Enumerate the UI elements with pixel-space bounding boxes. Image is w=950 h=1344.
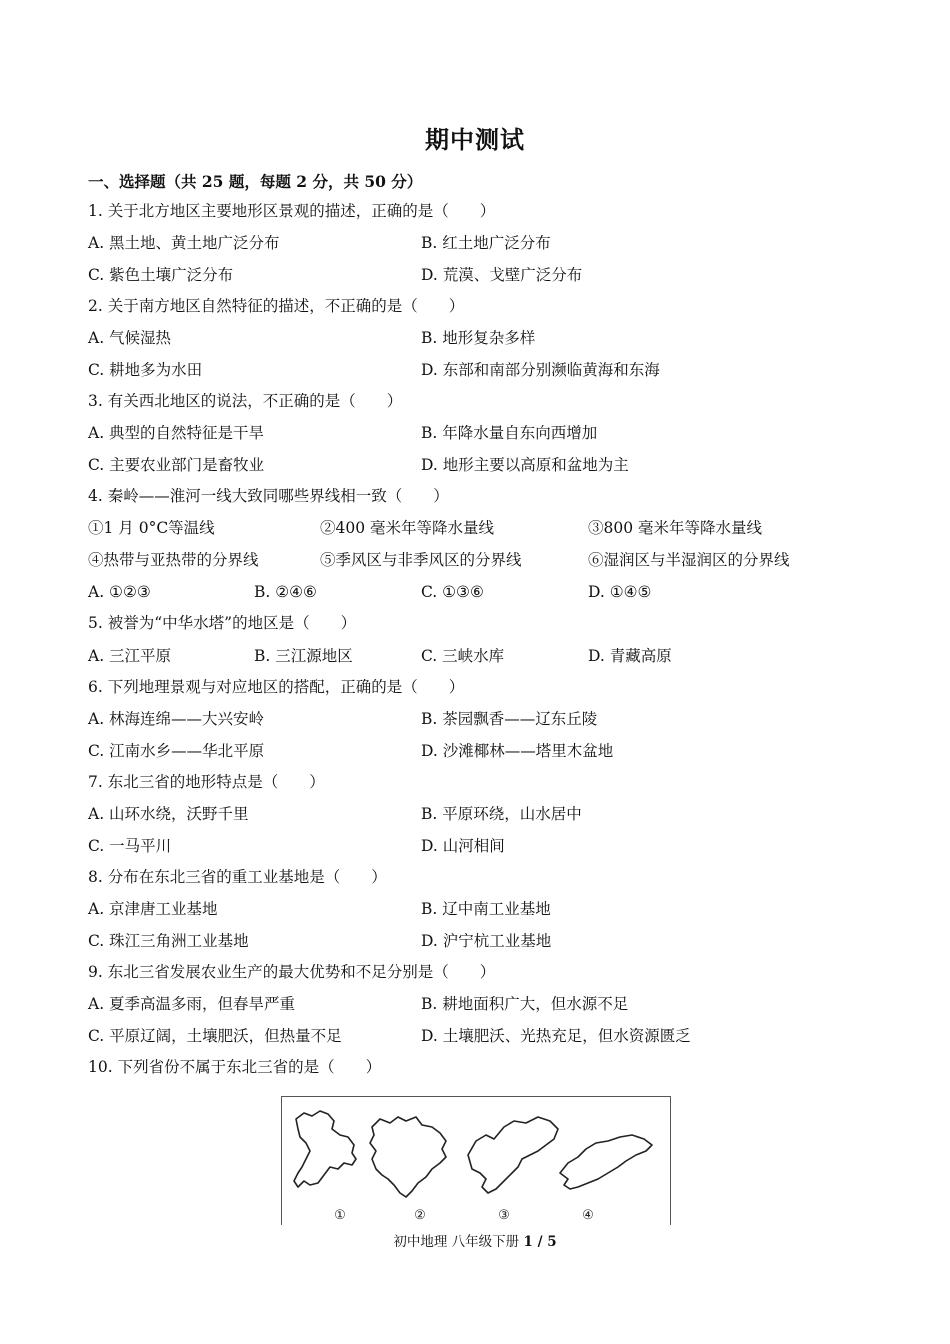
q6-option-b: B. 茶园飘香——辽东丘陵 bbox=[421, 710, 598, 728]
question-2-stem: 2. 关于南方地区自然特征的描述，不正确的是（ ） bbox=[88, 297, 465, 315]
q4-item-1: ①1 月 0°C等温线 bbox=[88, 519, 215, 537]
q4-item-6: ⑥湿润区与半湿润区的分界线 bbox=[588, 551, 790, 569]
question-4-stem: 4. 秦岭——淮河一线大致同哪些界线相一致（ ） bbox=[88, 487, 449, 505]
q6-option-d: D. 沙滩椰林——塔里木盆地 bbox=[421, 742, 614, 760]
q7-option-a: A. 山环水绕，沃野千里 bbox=[88, 805, 249, 823]
q7-option-d: D. 山河相间 bbox=[421, 837, 505, 855]
q4-option-b: B. ②④⑥ bbox=[254, 583, 317, 601]
q3-option-d: D. 地形主要以高原和盆地为主 bbox=[421, 456, 629, 474]
map-label-4: ④ bbox=[582, 1208, 594, 1223]
question-5-stem: 5. 被誉为“中华水塔”的地区是（ ） bbox=[88, 614, 357, 632]
q1-option-a: A. 黑土地、黄土地广泛分布 bbox=[88, 234, 280, 252]
q4-item-4: ④热带与亚热带的分界线 bbox=[88, 551, 259, 569]
q1-option-c: C. 紫色土壤广泛分布 bbox=[88, 266, 234, 284]
q3-option-a: A. 典型的自然特征是干旱 bbox=[88, 424, 265, 442]
footer-text: 初中地理 八年级下册 bbox=[393, 1234, 524, 1250]
province-outline-2 bbox=[370, 1117, 446, 1197]
q5-option-b: B. 三江源地区 bbox=[254, 647, 353, 665]
q8-option-d: D. 沪宁杭工业基地 bbox=[421, 932, 552, 950]
page-title: 期中测试 bbox=[425, 125, 525, 154]
question-9-stem: 9. 东北三省发展农业生产的最大优势和不足分别是（ ） bbox=[88, 963, 496, 981]
q6-option-c: C. 江南水乡——华北平原 bbox=[88, 742, 265, 760]
q5-option-a: A. 三江平原 bbox=[88, 647, 172, 665]
map-label-1: ① bbox=[334, 1208, 346, 1223]
section-heading: 一、选择题（共 25 题，每题 2 分，共 50 分） bbox=[88, 172, 423, 191]
question-1-stem: 1. 关于北方地区主要地形区景观的描述，正确的是（ ） bbox=[88, 202, 496, 220]
q2-option-b: B. 地形复杂多样 bbox=[421, 329, 536, 347]
q3-option-c: C. 主要农业部门是畜牧业 bbox=[88, 456, 265, 474]
q9-option-d: D. 土壤肥沃、光热充足，但水资源匮乏 bbox=[421, 1027, 691, 1045]
q7-option-b: B. 平原环绕，山水居中 bbox=[421, 805, 582, 823]
question-8-stem: 8. 分布在东北三省的重工业基地是（ ） bbox=[88, 868, 387, 886]
q1-option-d: D. 荒漠、戈壁广泛分布 bbox=[421, 266, 583, 284]
page-number: 1 / 5 bbox=[523, 1234, 557, 1250]
q8-option-c: C. 珠江三角洲工业基地 bbox=[88, 932, 249, 950]
question-6-stem: 6. 下列地理景观与对应地区的搭配，正确的是（ ） bbox=[88, 678, 465, 696]
q1-option-b: B. 红土地广泛分布 bbox=[421, 234, 551, 252]
q5-option-d: D. 青藏高原 bbox=[588, 647, 672, 665]
q2-option-d: D. 东部和南部分别濒临黄海和东海 bbox=[421, 361, 660, 379]
province-outlines bbox=[282, 1097, 670, 1225]
q6-option-a: A. 林海连绵——大兴安岭 bbox=[88, 710, 265, 728]
q8-option-a: A. 京津唐工业基地 bbox=[88, 900, 218, 918]
q4-option-a: A. ①②③ bbox=[88, 583, 151, 601]
q5-option-c: C. 三峡水库 bbox=[421, 647, 505, 665]
map-label-2: ② bbox=[414, 1208, 426, 1223]
q8-option-b: B. 辽中南工业基地 bbox=[421, 900, 551, 918]
q4-item-5: ⑤季风区与非季风区的分界线 bbox=[320, 551, 522, 569]
q4-item-3: ③800 毫米年等降水量线 bbox=[588, 519, 763, 537]
q4-item-2: ②400 毫米年等降水量线 bbox=[320, 519, 495, 537]
question-3-stem: 3. 有关西北地区的说法，不正确的是（ ） bbox=[88, 392, 403, 410]
q9-option-a: A. 夏季高温多雨，但春旱严重 bbox=[88, 995, 296, 1013]
q2-option-a: A. 气候湿热 bbox=[88, 329, 172, 347]
q2-option-c: C. 耕地多为水田 bbox=[88, 361, 203, 379]
question-7-stem: 7. 东北三省的地形特点是（ ） bbox=[88, 773, 325, 791]
map-label-3: ③ bbox=[498, 1208, 510, 1223]
province-outline-4 bbox=[560, 1135, 652, 1189]
q4-option-c: C. ①③⑥ bbox=[421, 583, 484, 601]
q9-option-c: C. 平原辽阔，土壤肥沃，但热量不足 bbox=[88, 1027, 342, 1045]
province-outline-3 bbox=[468, 1117, 558, 1193]
q9-option-b: B. 耕地面积广大，但水源不足 bbox=[421, 995, 629, 1013]
q3-option-b: B. 年降水量自东向西增加 bbox=[421, 424, 598, 442]
q7-option-c: C. 一马平川 bbox=[88, 837, 172, 855]
province-outline-1 bbox=[294, 1111, 356, 1187]
page-footer bbox=[0, 1230, 950, 1250]
q4-option-d: D. ①④⑤ bbox=[588, 583, 652, 601]
question-10-stem: 10. 下列省份不属于东北三省的是（ ） bbox=[88, 1058, 382, 1076]
province-maps-figure bbox=[281, 1096, 671, 1225]
